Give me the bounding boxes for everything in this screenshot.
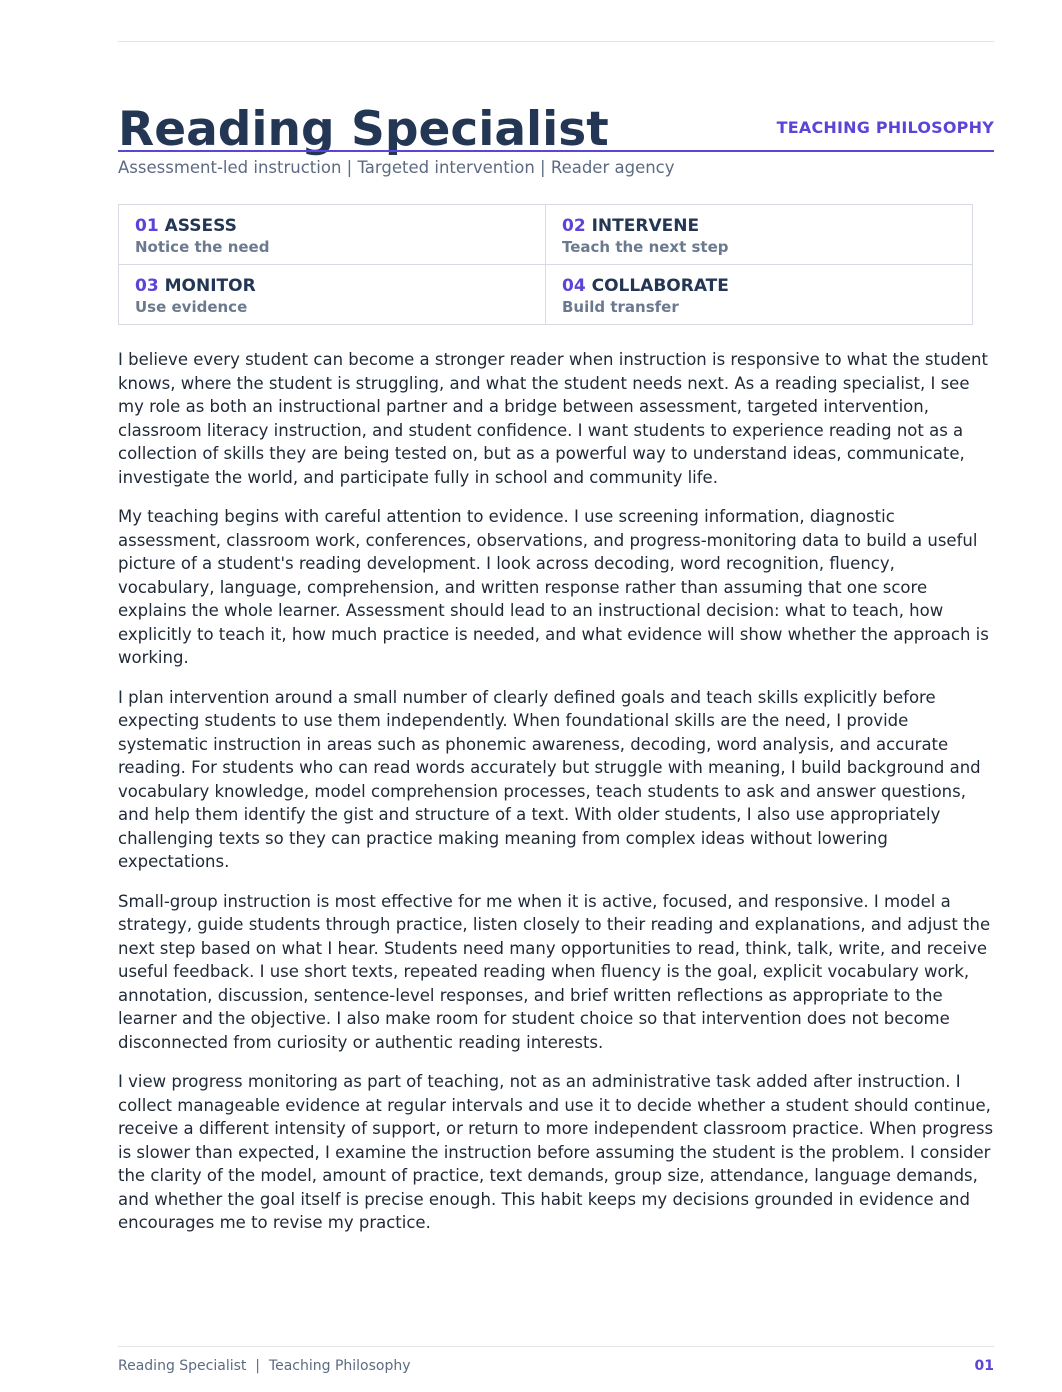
footer-text: Reading Specialist | Teaching Philosophy [118, 1358, 411, 1374]
footer-divider [118, 1346, 994, 1347]
title-underline [118, 150, 994, 152]
pillar-name: MONITOR [164, 276, 256, 296]
pillar-description: Teach the next step [562, 238, 729, 256]
pillar-heading [135, 276, 545, 297]
body-paragraph: My teaching begins with careful attention to evidence. I use screening information, diagnostic assessment, classroom work, conferences, observations, and progress-monitoring data to build a useful picture of a student's reading development. I look across decoding, word recognition, fluency, vocabulary, language, comprehension, and written response rather than assuming that one score explains the whole learner. Assessment should lead to an instructional decision: what to teach, how explicitly to teach it, how much practice is needed, and what evidence will show whether the approach is working. [118, 507, 989, 667]
pillar-heading [562, 276, 972, 297]
pillar-assess [119, 205, 546, 265]
pillar-number: 02 [562, 216, 586, 236]
pillar-name: COLLABORATE [591, 276, 729, 296]
pillar-number: 04 [562, 276, 586, 296]
page-title: Reading Specialist [118, 102, 609, 157]
page-number: 01 [974, 1358, 994, 1374]
pillar-name: ASSESS [164, 216, 237, 236]
pillar-description: Build transfer [562, 298, 679, 316]
pillar-number: 03 [135, 276, 159, 296]
pillar-grid [118, 204, 973, 325]
top-divider [118, 41, 994, 42]
body-paragraph: I plan intervention around a small number of clearly defined goals and teach skills explicitly before expecting students to use them independently. When foundational skills are the need, I provide systematic instruction in areas such as phonemic awareness, decoding, word analysis, and accurate reading. For students who can read words accurately but struggle with meaning, I build background and vocabulary knowledge, model comprehension processes, teach students to ask and answer questions, and help them identify the gist and structure of a text. With older students, I also use appropriately challenging texts so they can practice making meaning from complex ideas without lowering expectations. [118, 687, 981, 871]
page-subtitle: Assessment-led instruction | Targeted intervention | Reader agency [118, 158, 675, 177]
pillar-intervene [546, 205, 972, 265]
pillar-description: Notice the need [135, 238, 270, 256]
pillar-heading [135, 216, 545, 237]
pillar-monitor [119, 265, 546, 324]
pillar-number: 01 [135, 216, 159, 236]
section-label: TEACHING PHILOSOPHY [776, 118, 994, 137]
body-paragraph: I view progress monitoring as part of teaching, not as an administrative task added after instruction. I collect manageable evidence at regular intervals and use it to decide whether a student should continue, receive a different intensity of support, or return to more independent classroom practice. When progress is slower than expected, I examine the instruction before assuming the student is the problem. I consider the clarity of the model, amount of practice, text demands, group size, attendance, language demands, and whether the goal itself is precise enough. This habit keeps my decisions grounded in evidence and encourages me to revise my practice. [118, 1072, 994, 1232]
pillar-description: Use evidence [135, 298, 248, 316]
pillar-name: INTERVENE [591, 216, 700, 236]
body-paragraph: Small-group instruction is most effective for me when it is active, focused, and responsive. I model a strategy, guide students through practice, listen closely to their reading and explanations, and adjust the next step based on what I hear. Students need many opportunities to read, think, talk, write, and receive useful feedback. I use short texts, repeated reading when fluency is the goal, explicit vocabulary work, annotation, discussion, sentence-level responses, and brief written reflections as appropriate to the learner and the objective. I also make room for student choice so that intervention does not become disconnected from curiosity or authentic reading interests. [118, 891, 991, 1052]
body-paragraph: I believe every student can become a stronger reader when instruction is responsive to what the student knows, where the student is struggling, and what the student needs next. As a reading specialist, I see my role as both an instructional partner and a bridge between assessment, targeted intervention, classroom literacy instruction, and student confidence. I want students to experience reading not as a collection of skills they are being tested on, but as a powerful way to understand ideas, communicate, investigate the world, and participate fully in school and community life. [118, 350, 988, 487]
philosophy-body [118, 348, 994, 1251]
pillar-collaborate [546, 265, 972, 324]
pillar-heading [562, 216, 972, 237]
